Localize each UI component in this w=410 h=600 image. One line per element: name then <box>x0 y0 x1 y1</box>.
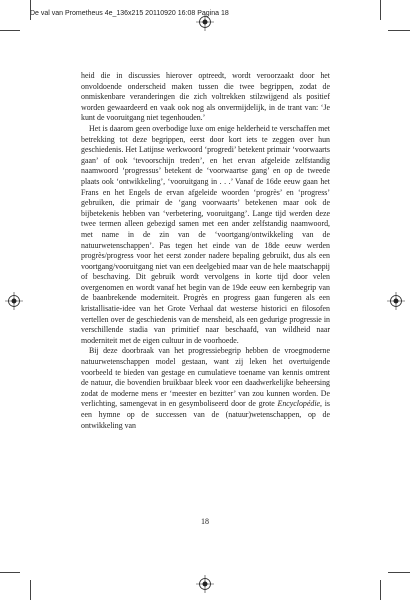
paragraph: heid die in discussies hierover optreedt, wordt veroorzaakt door het onvoldoende onderscheid maken tussen die twee begrippen, zodat de onmiskenbare veranderingen die zich voltrekken stilzwijgend als positief worden gewaardeerd en vaak ook nog als onvermijdelijk, in de trant van: ‘Je kunt de vooruitgang niet tegenhouden.’ <box>81 71 330 123</box>
crop-mark <box>388 572 410 573</box>
paragraph-text: Bij deze doorbraak van het progressiebegrip hebben de vroegmoderne natuurwetenschappen model gestaan, want zij leken het overtuigende voorbeeld te bieden van gestage en cumulatieve toename van kennis omtrent de natuur, die bovendien bruikbaar bleek voor een daadwerkelijke beheersing zodat de moderne mens er ‘meester en bezitter’ van zou kunnen worden. De verlichting, samengevat in en gesymboliseerd door de grote <box>81 346 330 409</box>
registration-mark-icon <box>5 292 23 310</box>
crop-mark <box>380 580 381 600</box>
registration-mark-icon <box>196 13 214 31</box>
crop-mark <box>30 0 31 20</box>
body-text <box>81 71 330 431</box>
crop-mark <box>0 30 20 31</box>
crop-mark <box>380 0 381 20</box>
italic-title: Encyclopédie <box>277 399 321 409</box>
crop-mark <box>0 572 20 573</box>
crop-mark <box>388 30 410 31</box>
paragraph <box>81 346 330 431</box>
registration-mark-icon <box>196 575 214 593</box>
paragraph-text: , is een hymne op de successen van de (natuur)wetenschappen, op de ontwikkeling van <box>81 399 330 430</box>
paragraph: Het is daarom geen overbodige luxe om enige helderheid te verschaffen met betrekking tot deze begrippen, eerst door kort iets te zeggen over hun geschiedenis. Het Latijnse werkwoord ‘progredi’ betekent primair ‘voorwaarts gaan’ of ook ‘tevoorschijn treden’, en het ervan afgeleide zelfstandig naamwoord ‘progressus’ betekent de ‘voorwaartse gang’ en op de tweede plaats ook ‘ontwikkeling’, ‘vooruitgang in . . .’ Vanaf de 16de eeuw gaan het Frans en het Engels de ervan afgeleide woorden ‘progrès’ en ‘progress’ gebruiken, die primair de ‘gang voorwaarts’ betekenen maar ook de bijbetekenis hebben van ‘verbetering, vooruitgang’. Lange tijd werden deze twee termen alleen gebezigd samen met een ander zelfstandig naamwoord, met name in de zin van de ‘voortgang/ontwikkeling van de natuurwetenschappen’. Pas tegen het einde van de 18de eeuw werden progrès/progress voor het eerst zonder nadere bepaling gebruikt, dus als een voortgang/vooruitgang niet van een deelgebied maar van de hele maatschappij of beschaving. Dit gebruik wordt vervolgens in korte tijd door velen overgenomen en wordt vanaf het begin van de 19de eeuw een kernbegrip van de baanbrekende moderniteit. Progrès en progress gaan fungeren als een kristallisatie-idee van het Grote Verhaal dat westerse historici en filosofen vertellen over de geschiedenis van de mensheid, als een gedurige progressie in verschillende stadia van primitief naar beschaafd, van wildheid naar moderniteit met de eigen cultuur in de voorhoede. <box>81 123 330 345</box>
crop-mark <box>30 580 31 600</box>
page-number: 18 <box>201 517 209 526</box>
print-slug: De val van Prometheus 4e_136x215 20110920 16:08 Pagina 18 <box>30 10 229 17</box>
registration-mark-icon <box>387 292 405 310</box>
